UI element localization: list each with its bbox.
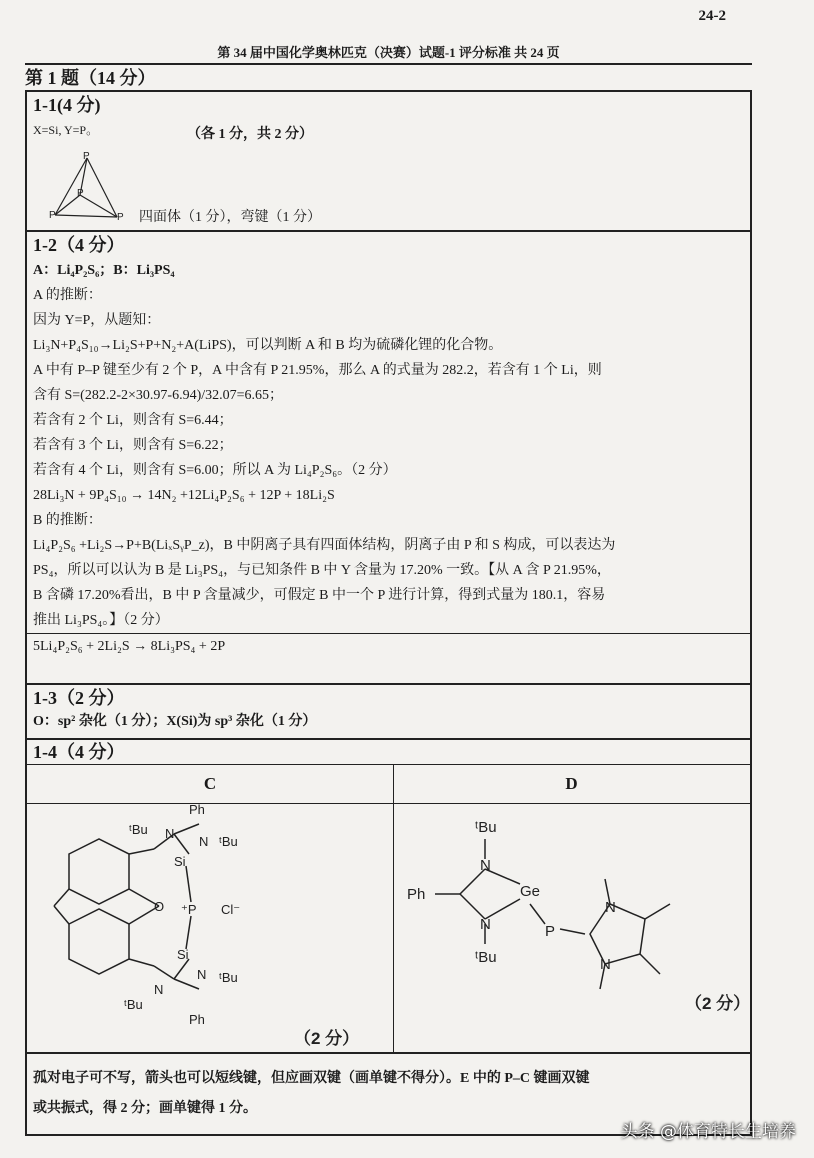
label-n: N — [154, 982, 164, 997]
label-n: N — [480, 916, 491, 933]
page-header: 第 34 届中国化学奥林匹克（决赛）试题-1 评分标准 共 24 页 — [25, 42, 752, 65]
label-p: P — [545, 923, 556, 940]
label-tbu: ᵗBu — [475, 949, 497, 966]
score-d: （2 分） — [685, 994, 750, 1013]
section-title: 1-4（4 分） — [33, 742, 125, 762]
structure-c — [29, 804, 389, 1054]
label-si: Si — [177, 947, 189, 962]
text-line: 因为 Y=P，从题知： — [33, 313, 161, 328]
label-tbu: ᵗBu — [124, 997, 143, 1012]
atom-p-label: P — [117, 212, 124, 223]
answer-text: O：sp² 杂化（1 分）；X(Si)为 sp³ 杂化（1 分） — [33, 714, 317, 729]
text-line: B 的推断： — [33, 513, 102, 528]
text-line: 若含有 3 个 Li，则含有 S=6.22； — [33, 438, 233, 453]
section-1-1 — [25, 90, 752, 232]
label-ph: Ph — [189, 804, 205, 817]
shape-note: 四面体（1 分），弯键（1 分） — [139, 210, 321, 225]
label-ph: Ph — [189, 1012, 205, 1027]
p4-tetrahedron-diagram — [37, 150, 137, 225]
atom-p-label: P — [77, 188, 84, 199]
label-si: Si — [174, 854, 186, 869]
text-line: A：Li₄P₂S₆；B：Li₃PS₄ — [33, 263, 175, 278]
label-tbu: ᵗBu — [129, 822, 148, 837]
label-tbu: ᵗBu — [219, 970, 238, 985]
score-note: （各 1 分，共 2 分） — [187, 127, 313, 142]
label-n: N — [199, 834, 209, 849]
section-1-2 — [25, 230, 752, 685]
text-line: B 含磷 17.20%看出，B 中 P 含量减少，可假定 B 中一个 P 进行计算，得到式量为 180.1，容易 — [33, 588, 606, 603]
score-c: （2 分） — [294, 1029, 360, 1048]
text-line: 若含有 2 个 Li，则含有 S=6.44； — [33, 413, 233, 428]
text-line: A 中有 P–P 键至少有 2 个 P，A 中含有 P 21.95%，那么 A 的式量为 282.2，若含有 1 个 Li，则 — [33, 363, 602, 378]
equation: 28Li₃N + 9P₄S₁₀ → 14N₂ +12Li₄P₂S₆ + 12P + 18Li₂S — [33, 488, 335, 503]
label-p-cation: ⁺P — [181, 902, 197, 917]
structure-d — [395, 804, 750, 1054]
label-chloride: Cl⁻ — [221, 902, 241, 917]
label-n: N — [480, 857, 491, 874]
section-title: 1-3（2 分） — [33, 688, 125, 708]
atom-p-label: P — [49, 210, 56, 221]
text-line: A 的推断： — [33, 288, 102, 303]
column-header-d: D — [393, 764, 750, 804]
label-n: N — [605, 899, 616, 916]
equation: 5Li₄P₂S₆ + 2Li₂S → 8Li₃PS₄ + 2P — [27, 633, 750, 659]
text-line: PS₄，所以可以认为 B 是 Li₃PS₄，与已知条件 B 中 Y 含量为 17.20% 一致。【从 A 含 P 21.95%， — [33, 563, 611, 578]
answer-text: X=Si, Y=P。 — [33, 123, 99, 137]
column-header-c: C — [27, 764, 394, 804]
text-line: Li₄P₂S₆ +Li₂S→P+B(LiₓSᵧP_z)，B 中阴离子具有四面体结构，阴离子由 P 和 S 构成，可以表达为 — [33, 538, 616, 553]
label-n: N — [197, 967, 207, 982]
text-line: Li₃N+P₄S₁₀→Li₂S+P+N₂+A(LiPS)，可以判断 A 和 B 均为硫磷化锂的化合物。 — [33, 338, 503, 353]
section-title: 1-2（4 分） — [33, 235, 125, 255]
note-line: 或共振式，得 2 分；画单键得 1 分。 — [33, 1101, 257, 1116]
label-ge: Ge — [520, 883, 541, 900]
question-title: 第 1 题（14 分） — [25, 68, 156, 88]
label-tbu: ᵗBu — [475, 819, 497, 836]
label-tbu: ᵗBu — [219, 834, 238, 849]
text-line: 推出 Li₃PS₄。】（2 分） — [33, 613, 169, 628]
section-1-4 — [25, 738, 752, 1054]
watermark: 头条 @体育特长生培养 — [620, 1122, 796, 1142]
label-n: N — [600, 956, 611, 973]
section-title: 1-1(4 分) — [33, 95, 101, 115]
section-1-3 — [25, 683, 752, 740]
label-ph: Ph — [407, 886, 426, 903]
label-o: O — [154, 899, 165, 914]
text-line: 若含有 4 个 Li，则含有 S=6.00；所以 A 为 Li₄P₂S₆。（2 分） — [33, 463, 397, 478]
text-line: 含有 S=(282.2-2×30.97-6.94)/32.07=6.65； — [33, 388, 284, 403]
atom-p-label: P — [83, 151, 90, 162]
page-number: 24-2 — [698, 8, 726, 24]
label-n: N — [165, 826, 175, 841]
note-line: 孤对电子可不写，箭头也可以短线键，但应画双键（画单键不得分）。E 中的 P–C 键画双键 — [33, 1071, 590, 1086]
